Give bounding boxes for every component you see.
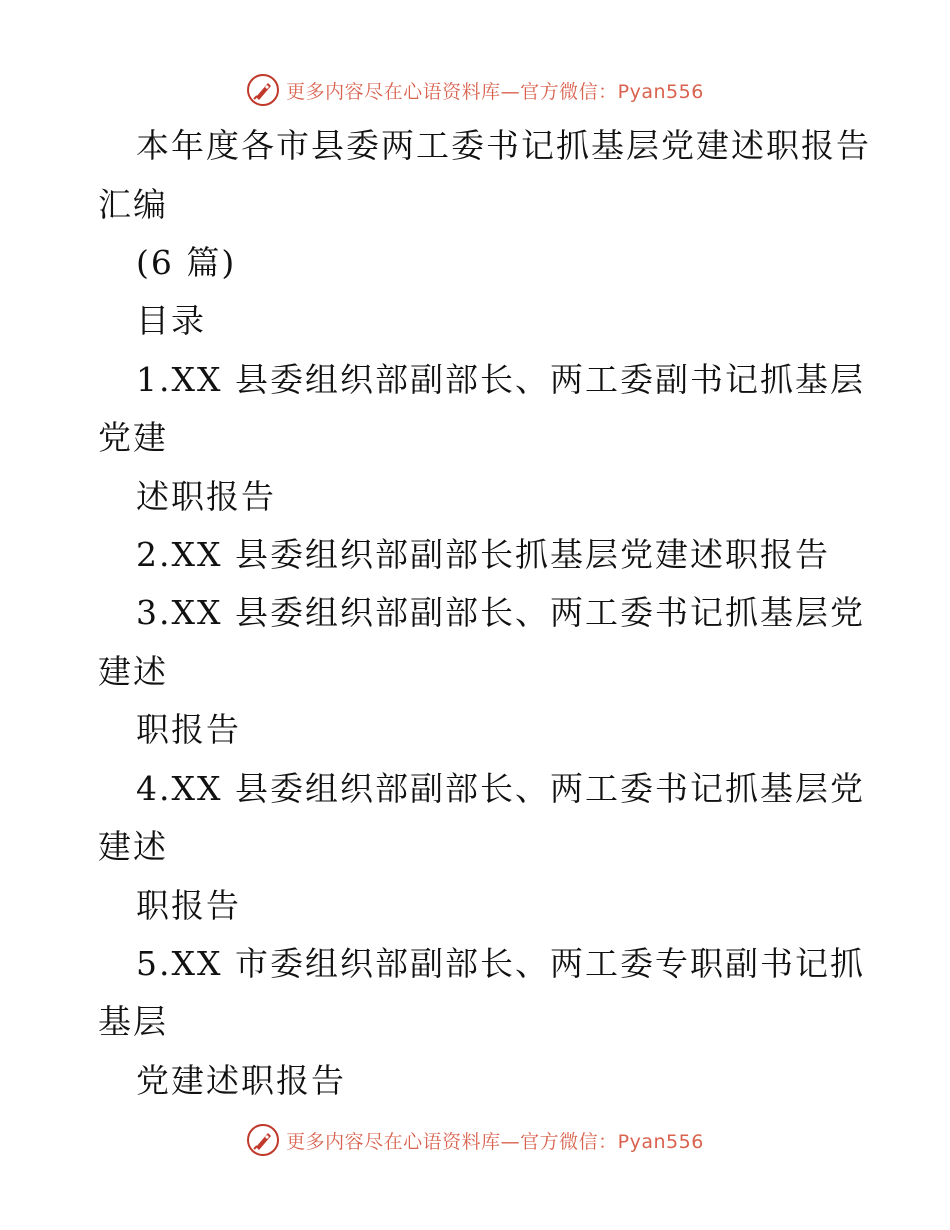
toc-item-4-line-3: 职报告 — [136, 886, 241, 925]
pen-nib-logo-icon — [246, 73, 280, 107]
toc-item-5-line-1: 5.XX 市委组织部副部长、两工委专职副书记抓 — [136, 944, 865, 983]
pen-nib-logo-icon — [246, 1123, 280, 1157]
toc-item-1-line-2: 党建 — [98, 418, 168, 457]
header-banner — [0, 70, 950, 110]
toc-item-3-line-3: 职报告 — [136, 710, 241, 749]
toc-item-1-line-3: 述职报告 — [136, 477, 276, 516]
toc-heading: 目录 — [136, 301, 206, 340]
document-title: 本年度各市县委两工委书记抓基层党建述职报告 — [136, 126, 871, 165]
toc-item-5-line-3: 党建述职报告 — [136, 1061, 346, 1100]
footer-banner — [0, 1120, 950, 1160]
toc-item-4-line-1: 4.XX 县委组织部副部长、两工委书记抓基层党 — [136, 769, 865, 808]
toc-item-3-line-1: 3.XX 县委组织部副部长、两工委书记抓基层党 — [136, 593, 865, 632]
document-title-continued: 汇编 — [98, 185, 168, 224]
toc-item-2-line-1: 2.XX 县委组织部副部长抓基层党建述职报告 — [136, 535, 830, 574]
document-count: (6 篇) — [136, 243, 237, 282]
footer-banner-text: 更多内容尽在心语资料库—官方微信：Pyan556 — [286, 1130, 704, 1153]
toc-item-3-line-2: 建述 — [98, 652, 168, 691]
toc-item-4-line-2: 建述 — [98, 827, 168, 866]
toc-item-1-line-1: 1.XX 县委组织部副部长、两工委副书记抓基层 — [136, 360, 865, 399]
toc-item-5-line-2: 基层 — [98, 1002, 168, 1041]
header-banner-text: 更多内容尽在心语资料库—官方微信：Pyan556 — [286, 80, 704, 103]
